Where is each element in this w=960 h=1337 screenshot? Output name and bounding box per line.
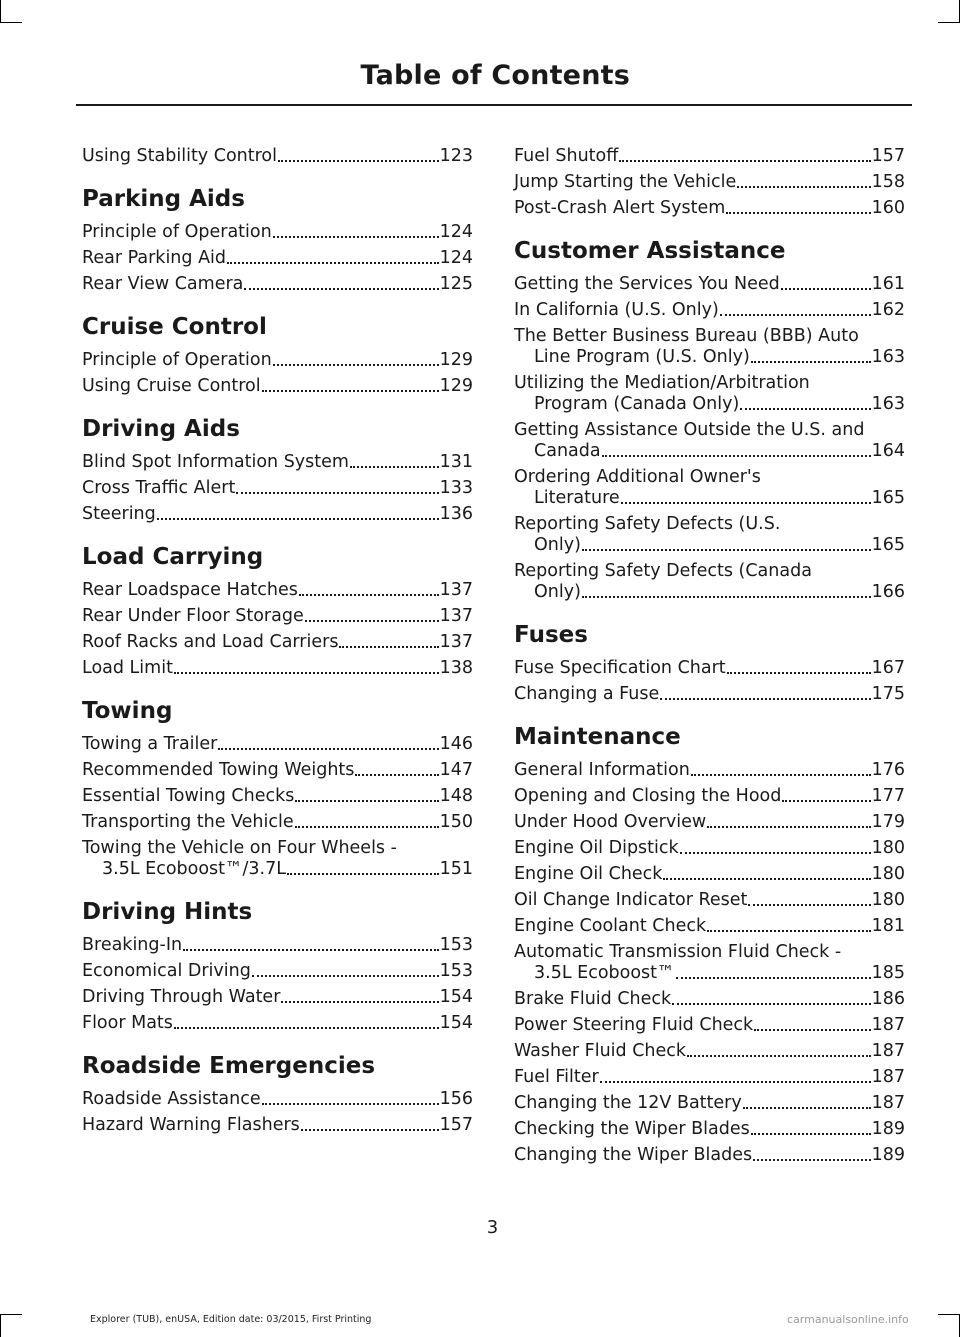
toc-entry[interactable] <box>82 504 473 525</box>
toc-entry[interactable] <box>514 146 905 167</box>
crop-mark-top-right-h <box>938 22 960 23</box>
entry-title: Towing the Vehicle on Four Wheels - <box>82 838 397 858</box>
dot-leader <box>305 620 439 622</box>
dot-leader <box>740 408 870 410</box>
entry-title: Getting Assistance Outside the U.S. and <box>514 420 865 440</box>
dot-leader <box>227 262 439 264</box>
entry-title: Load Limit <box>82 658 173 678</box>
entry-page-number: 124 <box>439 222 473 242</box>
entry-page-number: 131 <box>439 452 473 472</box>
toc-entry[interactable] <box>82 452 473 473</box>
dot-leader <box>754 1029 870 1031</box>
entry-title: Roof Racks and Load Carriers <box>82 632 339 652</box>
dot-leader <box>751 361 871 363</box>
entry-page-number: 187 <box>871 1041 905 1061</box>
dot-leader <box>174 672 439 674</box>
entry-page-number: 160 <box>871 198 905 218</box>
section-heading: Load Carrying <box>82 544 264 570</box>
entry-page-number: 187 <box>871 1067 905 1087</box>
section-heading: Parking Aids <box>82 186 245 212</box>
dot-leader <box>174 1027 439 1029</box>
entry-title: Ordering Additional Owner's <box>514 467 761 487</box>
toc-entry[interactable] <box>514 658 905 679</box>
dot-leader <box>751 1133 871 1135</box>
entry-title: Floor Mats <box>82 1013 173 1033</box>
toc-entry[interactable] <box>82 376 473 397</box>
dot-leader <box>281 1001 438 1003</box>
entry-title: Power Steering Fluid Check <box>514 1015 754 1035</box>
toc-entry[interactable] <box>82 1013 473 1034</box>
toc-entry[interactable] <box>514 198 905 219</box>
entry-title-continued: Only) <box>534 582 581 602</box>
toc-section <box>82 697 473 880</box>
entry-title-continued: Program (Canada Only) <box>534 394 740 414</box>
dot-leader <box>295 800 438 802</box>
toc-entry[interactable] <box>514 890 905 911</box>
dot-leader <box>218 748 438 750</box>
toc-entry[interactable] <box>82 961 473 982</box>
dot-leader <box>183 949 439 951</box>
entry-continuation <box>534 441 905 462</box>
dot-leader <box>726 212 870 214</box>
entry-title: Blind Spot Information System <box>82 452 349 472</box>
toc-entry[interactable] <box>82 786 473 807</box>
dot-leader <box>782 800 870 802</box>
toc-entry[interactable] <box>82 760 473 781</box>
toc-entry[interactable] <box>82 580 473 601</box>
entry-page-number: 187 <box>871 1093 905 1113</box>
dot-leader <box>743 1107 871 1109</box>
entry-page-number: 150 <box>439 812 473 832</box>
entry-page-number: 167 <box>871 658 905 678</box>
crop-mark-top-left-h <box>0 22 22 23</box>
entry-page-number: 146 <box>439 734 473 754</box>
entry-page-number: 179 <box>871 812 905 832</box>
toc-entry[interactable] <box>82 606 473 627</box>
entry-title: Economical Driving <box>82 961 251 981</box>
entry-page-number: 189 <box>871 1119 905 1139</box>
entry-page-number: 177 <box>871 786 905 806</box>
entry-continuation <box>534 347 905 368</box>
page-title: Table of Contents <box>360 60 630 91</box>
toc-entry[interactable] <box>514 420 905 462</box>
entry-title: Roadside Assistance <box>82 1089 261 1109</box>
entry-continuation <box>534 963 905 984</box>
dot-leader <box>273 236 439 238</box>
footer-edition-info: Explorer (TUB), enUSA, Edition date: 03/2015, First Printing <box>90 1314 372 1325</box>
toc-section <box>82 1052 473 1136</box>
toc-entry[interactable] <box>514 989 905 1010</box>
toc-entry[interactable] <box>514 1093 905 1114</box>
entry-page-number: 137 <box>439 632 473 652</box>
toc-entry[interactable] <box>514 514 905 556</box>
entry-title: Getting the Services You Need <box>514 274 780 294</box>
toc-entry[interactable] <box>82 222 473 243</box>
toc-entry[interactable] <box>82 350 473 371</box>
dot-leader <box>781 288 871 290</box>
entry-page-number: 156 <box>439 1089 473 1109</box>
dot-leader <box>278 160 439 162</box>
entry-title: Transporting the Vehicle <box>82 812 294 832</box>
entry-title: Rear Loadspace Hatches <box>82 580 298 600</box>
entry-continuation <box>534 582 905 603</box>
entry-continuation <box>102 859 473 880</box>
dot-leader <box>295 826 439 828</box>
entry-title: Brake Fluid Check <box>514 989 672 1009</box>
toc-entry[interactable] <box>82 987 473 1008</box>
section-heading: Driving Hints <box>82 899 253 925</box>
header-divider <box>76 104 912 106</box>
entry-title: Driving Through Water <box>82 987 281 1007</box>
entry-page-number: 137 <box>439 606 473 626</box>
toc-entry[interactable] <box>82 248 473 269</box>
entry-page-number: 180 <box>871 890 905 910</box>
entry-page-number: 154 <box>439 1013 473 1033</box>
entry-title: Principle of Operation <box>82 350 272 370</box>
section-heading: Fuses <box>514 622 588 648</box>
dot-leader <box>350 466 439 468</box>
toc-entry[interactable] <box>82 632 473 653</box>
toc-entry[interactable] <box>82 812 473 833</box>
toc-entry[interactable] <box>82 734 473 755</box>
entry-title: The Better Business Bureau (BBB) Auto <box>514 326 859 346</box>
dot-leader <box>299 594 439 596</box>
toc-section <box>514 723 905 1166</box>
entry-title: General Information <box>514 760 690 780</box>
toc-section <box>514 146 905 219</box>
entry-page-number: 181 <box>871 916 905 936</box>
entry-title: Engine Oil Dipstick <box>514 838 679 858</box>
entry-title: Rear Under Floor Storage <box>82 606 304 626</box>
entry-page-number: 162 <box>871 300 905 320</box>
entry-page-number: 138 <box>439 658 473 678</box>
toc-entry[interactable] <box>514 1119 905 1140</box>
toc-entry[interactable] <box>514 916 905 937</box>
entry-page-number: 153 <box>439 961 473 981</box>
entry-page-number: 136 <box>439 504 473 524</box>
entry-page-number: 137 <box>439 580 473 600</box>
entry-title: Rear Parking Aid <box>82 248 227 268</box>
entry-title: Opening and Closing the Hood <box>514 786 782 806</box>
toc-entry[interactable] <box>82 478 473 499</box>
entry-title: Reporting Safety Defects (U.S. <box>514 514 781 534</box>
section-heading: Maintenance <box>514 724 681 750</box>
entry-page-number: 166 <box>871 582 905 602</box>
section-heading: Cruise Control <box>82 314 267 340</box>
toc-entry[interactable] <box>514 812 905 833</box>
entry-title: Changing the Wiper Blades <box>514 1145 753 1165</box>
entry-page-number: 180 <box>871 838 905 858</box>
toc-section <box>514 621 905 705</box>
toc-left-column <box>82 146 473 1141</box>
entry-title: Automatic Transmission Fluid Check - <box>514 942 842 962</box>
toc-entry[interactable] <box>514 561 905 603</box>
dot-leader <box>691 774 871 776</box>
dot-leader <box>672 1003 870 1005</box>
entry-title-continued: 3.5L Ecoboost™/3.7L <box>102 859 287 879</box>
entry-page-number: 180 <box>871 864 905 884</box>
dot-leader <box>355 774 438 776</box>
toc-entry[interactable] <box>514 326 905 368</box>
toc-entry[interactable] <box>82 935 473 956</box>
entry-title: Using Stability Control <box>82 146 277 166</box>
toc-entry[interactable] <box>82 1115 473 1136</box>
entry-page-number: 163 <box>871 347 905 367</box>
entry-title: Cross Traffic Alert <box>82 478 236 498</box>
toc-entry[interactable] <box>514 1015 905 1036</box>
dot-leader <box>737 186 870 188</box>
entry-page-number: 129 <box>439 350 473 370</box>
entry-page-number: 157 <box>871 146 905 166</box>
toc-section <box>82 313 473 397</box>
toc-entry[interactable] <box>514 373 905 415</box>
entry-page-number: 163 <box>871 394 905 414</box>
entry-title: Utilizing the Mediation/Arbitration <box>514 373 810 393</box>
entry-title-continued: Canada <box>534 441 601 461</box>
entry-page-number: 164 <box>871 441 905 461</box>
entry-page-number: 153 <box>439 935 473 955</box>
dot-leader <box>707 826 870 828</box>
entry-page-number: 175 <box>871 684 905 704</box>
section-heading: Customer Assistance <box>514 238 786 264</box>
toc-entry[interactable] <box>514 274 905 295</box>
entry-page-number: 189 <box>871 1145 905 1165</box>
dot-leader <box>748 904 870 906</box>
toc-entry[interactable] <box>514 838 905 859</box>
dot-leader <box>600 1081 871 1083</box>
entry-page-number: 151 <box>439 859 473 879</box>
toc-entry[interactable] <box>514 1145 905 1166</box>
dot-leader <box>621 502 871 504</box>
entry-title: Using Cruise Control <box>82 376 261 396</box>
dot-leader <box>236 492 438 494</box>
entry-title-continued: Line Program (U.S. Only) <box>534 347 750 367</box>
dot-leader <box>244 288 438 290</box>
toc-section <box>82 543 473 679</box>
dot-leader <box>582 549 871 551</box>
page-number: 3 <box>486 1217 499 1238</box>
dot-leader <box>687 1055 871 1057</box>
entry-continuation <box>534 394 905 415</box>
entry-page-number: 187 <box>871 1015 905 1035</box>
section-heading: Roadside Emergencies <box>82 1053 376 1079</box>
entry-title-continued: Only) <box>534 535 581 555</box>
dot-leader <box>676 977 871 979</box>
dot-leader <box>582 596 871 598</box>
entry-title: Breaking-In <box>82 935 183 955</box>
dot-leader <box>262 1103 439 1105</box>
dot-leader <box>660 698 870 700</box>
entry-title: Essential Towing Checks <box>82 786 295 806</box>
entry-page-number: 161 <box>871 274 905 294</box>
dot-leader <box>252 975 439 977</box>
entry-page-number: 133 <box>439 478 473 498</box>
entry-title: Checking the Wiper Blades <box>514 1119 750 1139</box>
dot-leader <box>273 364 439 366</box>
dot-leader <box>753 1159 870 1161</box>
dot-leader <box>727 672 871 674</box>
dot-leader <box>663 878 870 880</box>
entry-title: Under Hood Overview <box>514 812 707 832</box>
entry-page-number: 148 <box>439 786 473 806</box>
toc-section <box>514 237 905 603</box>
toc-entry[interactable] <box>514 467 905 509</box>
dot-leader <box>720 314 871 316</box>
toc-entry[interactable] <box>514 786 905 807</box>
toc-right-column <box>514 146 905 1171</box>
toc-entry[interactable] <box>514 172 905 193</box>
entry-page-number: 157 <box>439 1115 473 1135</box>
dot-leader <box>157 518 439 520</box>
toc-section <box>82 898 473 1034</box>
entry-page-number: 176 <box>871 760 905 780</box>
entry-title: Engine Oil Check <box>514 864 663 884</box>
toc-entry[interactable] <box>82 658 473 679</box>
dot-leader <box>619 160 870 162</box>
entry-title: Fuel Shutoff <box>514 146 619 166</box>
entry-title: Fuse Specification Chart <box>514 658 726 678</box>
entry-continuation <box>534 488 905 509</box>
toc-section <box>82 415 473 525</box>
dot-leader <box>262 390 439 392</box>
entry-page-number: 123 <box>439 146 473 166</box>
toc-entry[interactable] <box>82 274 473 295</box>
entry-title: Changing the 12V Battery <box>514 1093 742 1113</box>
entry-title: Engine Coolant Check <box>514 916 707 936</box>
entry-page-number: 185 <box>871 963 905 983</box>
entry-page-number: 125 <box>439 274 473 294</box>
entry-page-number: 154 <box>439 987 473 1007</box>
toc-entry[interactable] <box>514 300 905 321</box>
crop-mark-bottom-left <box>0 1315 1 1337</box>
toc-entry[interactable] <box>82 146 473 167</box>
entry-title: Washer Fluid Check <box>514 1041 687 1061</box>
entry-page-number: 124 <box>439 248 473 268</box>
crop-mark-bottom-right-h <box>938 1314 960 1315</box>
toc-entry[interactable] <box>514 1041 905 1062</box>
section-heading: Towing <box>82 698 173 724</box>
entry-title: Fuel Filter <box>514 1067 599 1087</box>
toc-entry[interactable] <box>514 760 905 781</box>
section-heading: Driving Aids <box>82 416 240 442</box>
entry-title: In California (U.S. Only) <box>514 300 719 320</box>
entry-title: Principle of Operation <box>82 222 272 242</box>
entry-title: Steering <box>82 504 156 524</box>
entry-page-number: 147 <box>439 760 473 780</box>
toc-section <box>82 146 473 167</box>
entry-page-number: 165 <box>871 535 905 555</box>
dot-leader <box>339 646 438 648</box>
entry-title: Rear View Camera <box>82 274 244 294</box>
entry-title: Recommended Towing Weights <box>82 760 355 780</box>
toc-entry[interactable] <box>514 864 905 885</box>
entry-title: Jump Starting the Vehicle <box>514 172 737 192</box>
entry-continuation <box>534 535 905 556</box>
dot-leader <box>287 873 439 875</box>
entry-page-number: 165 <box>871 488 905 508</box>
entry-page-number: 129 <box>439 376 473 396</box>
toc-entry[interactable] <box>514 1067 905 1088</box>
crop-mark-bottom-left-h <box>0 1314 22 1315</box>
dot-leader <box>680 852 871 854</box>
entry-title-continued: 3.5L Ecoboost™ <box>534 963 675 983</box>
dot-leader <box>602 455 871 457</box>
entry-page-number: 158 <box>871 172 905 192</box>
toc-section <box>82 185 473 295</box>
dot-leader <box>707 930 870 932</box>
entry-title-continued: Literature <box>534 488 620 508</box>
entry-title: Hazard Warning Flashers <box>82 1115 300 1135</box>
entry-title: Post-Crash Alert System <box>514 198 726 218</box>
entry-title: Towing a Trailer <box>82 734 218 754</box>
toc-entry[interactable] <box>514 684 905 705</box>
crop-mark-top-left <box>0 0 1 22</box>
watermark: carmanualsonline.info <box>787 1313 909 1326</box>
toc-entry[interactable] <box>514 942 905 984</box>
toc-entry[interactable] <box>82 1089 473 1110</box>
entry-title: Oil Change Indicator Reset <box>514 890 748 910</box>
entry-title: Changing a Fuse <box>514 684 660 704</box>
dot-leader <box>301 1129 439 1131</box>
entry-title: Reporting Safety Defects (Canada <box>514 561 812 581</box>
entry-page-number: 186 <box>871 989 905 1009</box>
toc-entry[interactable] <box>82 838 473 880</box>
